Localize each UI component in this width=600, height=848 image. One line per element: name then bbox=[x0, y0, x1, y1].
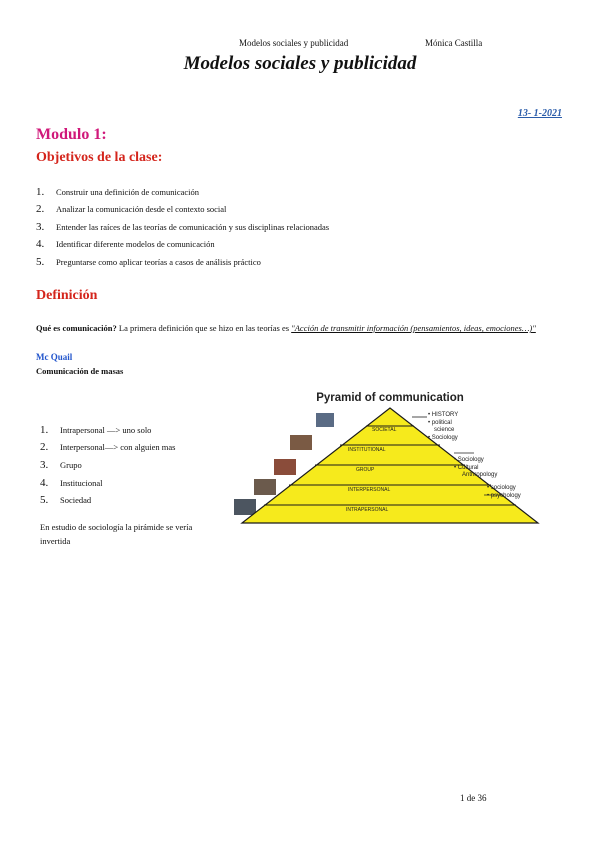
note-text: Anthropology bbox=[462, 472, 498, 478]
author: Mc Quail bbox=[36, 352, 73, 362]
layer-label: INTRAPERSONAL bbox=[346, 507, 389, 513]
note-text: • psychology bbox=[487, 493, 521, 499]
photo-interpersonal bbox=[254, 479, 276, 495]
layer-label: INTERPERSONAL bbox=[348, 487, 391, 493]
list-text: Entender las raíces de las teorías de comunicación y sus disciplinas relacionadas bbox=[56, 221, 330, 232]
definition-paragraph bbox=[36, 322, 566, 334]
subheading: Comunicación de masas bbox=[36, 366, 124, 376]
photo-intrapersonal bbox=[234, 499, 256, 515]
note-text: • Cultural bbox=[454, 465, 479, 471]
pyramid-title: Pyramid of communication bbox=[316, 392, 464, 404]
objectives-list bbox=[36, 183, 329, 271]
list-number: 1. bbox=[40, 423, 49, 436]
layer-label: INSTITUTIONAL bbox=[348, 447, 386, 453]
list-number: 3. bbox=[36, 220, 45, 233]
list-number: 4. bbox=[40, 476, 49, 489]
list-number: 5. bbox=[36, 255, 45, 268]
list-item bbox=[40, 491, 176, 509]
list-text: Grupo bbox=[60, 459, 82, 470]
list-text: Intrapersonal —> uno solo bbox=[60, 424, 152, 435]
list-text: Institucional bbox=[60, 477, 103, 488]
layer-label: GROUP bbox=[356, 467, 375, 473]
note-text: • HISTORY bbox=[428, 412, 459, 418]
levels-list bbox=[40, 421, 176, 509]
list-number: 2. bbox=[36, 203, 45, 216]
list-text: Identificar diferente modelos de comunicación bbox=[56, 239, 215, 250]
photo-societal bbox=[316, 413, 334, 427]
list-number: 4. bbox=[36, 238, 45, 251]
list-text: Preguntarse como aplicar teorías a casos de análisis práctico bbox=[56, 256, 261, 267]
module-heading: Modulo 1: bbox=[36, 126, 107, 143]
header-right: Mónica Castilla bbox=[425, 38, 483, 48]
note-text: • political bbox=[428, 420, 452, 426]
list-number: 5. bbox=[40, 494, 49, 507]
list-text: Interpersonal—> con alguien mas bbox=[60, 442, 176, 453]
note-text: science bbox=[434, 427, 455, 433]
list-number: 2. bbox=[40, 441, 49, 454]
definition-quote: "Acción de transmitir información (pensamientos, ideas, emociones…)" bbox=[291, 323, 536, 333]
note-text: • Sociology bbox=[454, 457, 484, 463]
note-text: • sociology bbox=[487, 485, 516, 491]
list-text: Analizar la comunicación desde el contexto social bbox=[56, 204, 227, 215]
list-item bbox=[40, 439, 176, 457]
note: En estudio de sociología la pirámide se vería invertida bbox=[40, 522, 193, 546]
definition-question: Qué es comunicación? bbox=[36, 323, 117, 333]
photo-institutional bbox=[290, 435, 312, 450]
list-text: Sociedad bbox=[60, 495, 92, 506]
header-left: Modelos sociales y publicidad bbox=[239, 38, 349, 48]
page-number: 1 de 36 bbox=[460, 793, 487, 803]
list-item bbox=[36, 201, 329, 219]
note-text: • Sociology bbox=[428, 435, 458, 441]
layer-label: SOCIETAL bbox=[372, 427, 397, 433]
list-item bbox=[40, 474, 176, 492]
pyramid-figure bbox=[222, 383, 558, 533]
photo-group bbox=[274, 459, 296, 475]
page-title: Modelos sociales y publicidad bbox=[183, 53, 417, 74]
list-item bbox=[40, 456, 176, 474]
definition-heading: Definición bbox=[36, 288, 98, 303]
list-number: 3. bbox=[40, 458, 49, 471]
list-number: 1. bbox=[36, 185, 45, 198]
definition-text: La primera definición que se hizo en las teorías es bbox=[116, 323, 292, 333]
date: 13- 1-2021 bbox=[517, 108, 562, 119]
list-item bbox=[36, 183, 329, 201]
list-item bbox=[36, 236, 329, 254]
list-item bbox=[36, 253, 329, 271]
list-text: Construir una definición de comunicación bbox=[56, 186, 200, 197]
objectives-heading: Objetivos de la clase: bbox=[36, 150, 163, 165]
list-item bbox=[36, 218, 329, 236]
list-item bbox=[40, 421, 176, 439]
